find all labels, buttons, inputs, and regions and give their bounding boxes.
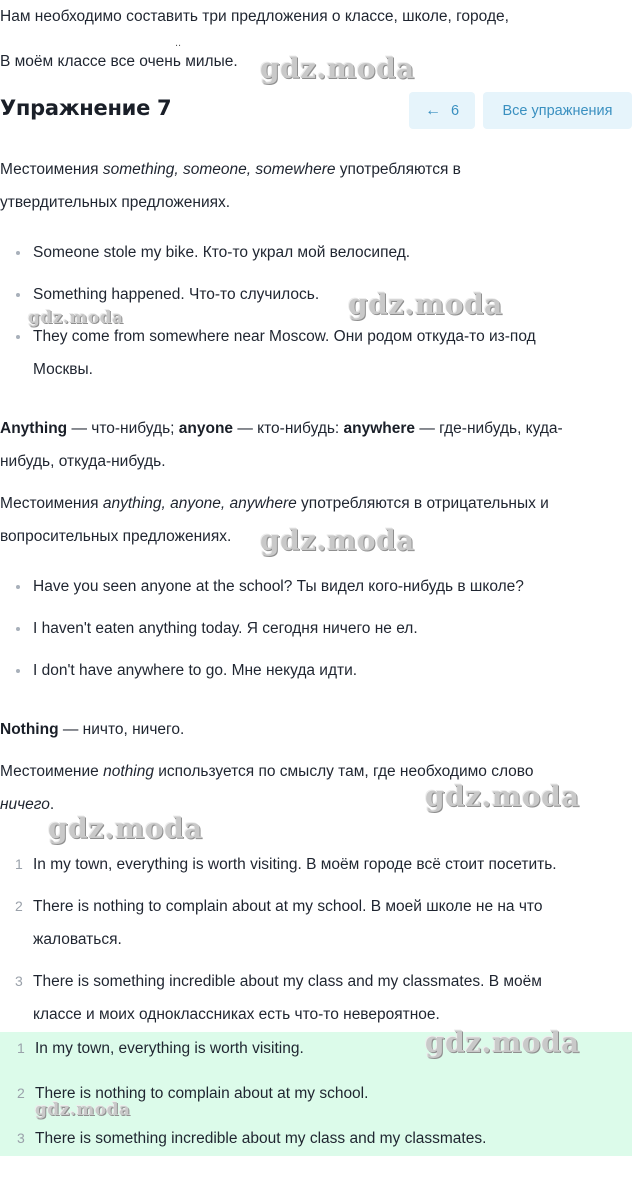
exercise-title: Упражнение 7 (0, 96, 172, 120)
watermark: gdz.moda (425, 1026, 580, 1059)
section1-intro: Местоимения something, someone, somewhere употребляются в (0, 161, 461, 178)
answer-item: In my town, everything is worth visiting. (35, 1040, 304, 1057)
intro-line-2: В моём классе все очень милые. (0, 53, 238, 70)
watermark: gdz.moda (35, 1100, 131, 1120)
list-item: Something happened. Что-то случилось. (33, 278, 624, 311)
section2-definition: Anything — что-нибудь; anyone — кто-нибудь: anywhere — где-нибудь, куда- (0, 420, 563, 437)
section1-intro-2: утвердительных предложениях. (0, 194, 231, 211)
section3-intro: Местоимение nothing используется по смыслу там, где необходимо слово (0, 763, 534, 780)
item-number: 2 (15, 898, 23, 914)
ellipsis: .. (175, 37, 182, 49)
item-number: 3 (15, 973, 23, 989)
watermark: gdz.moda (260, 524, 415, 557)
list-item-cont: Москвы. (33, 361, 93, 378)
section2-definition-2: нибудь, откуда-нибудь. (0, 453, 166, 470)
list-item: I don't have anywhere to go. Мне некуда идти. (33, 654, 624, 687)
answer-item: There is something incredible about my class and my classmates. (35, 1130, 487, 1147)
item-number: 1 (17, 1040, 25, 1056)
list-item: I haven't eaten anything today. Я сегодня ничего не ел. (33, 612, 624, 645)
section3-definition: Nothing — ничто, ничего. (0, 721, 185, 738)
item-number: 1 (15, 856, 23, 872)
list-item: They come from somewhere near Moscow. Они родом откуда-то из-под (33, 320, 624, 353)
arrow-left-icon: ← (424, 101, 441, 119)
numbered-item: In my town, everything is worth visiting. В моём городе всё стоит посетить. (33, 856, 557, 873)
numbered-item-cont: классе и моих одноклассниках есть что-то невероятное. (33, 1006, 440, 1023)
prev-exercise-button[interactable] (409, 92, 475, 129)
watermark: gdz.moda (260, 52, 415, 85)
all-exercises-button[interactable]: Все упражнения (483, 92, 632, 129)
prev-exercise-label: 6 (450, 102, 460, 119)
item-number: 2 (17, 1085, 25, 1101)
numbered-item: There is nothing to complain about at my school. В моей школе не на что (33, 898, 543, 915)
item-number: 3 (17, 1130, 25, 1146)
section2-intro: Местоимения anything, anyone, anywhere употребляются в отрицательных и (0, 495, 549, 512)
watermark: gdz.moda (48, 812, 203, 845)
list-item: Someone stole my bike. Кто-то украл мой велосипед. (33, 236, 624, 269)
watermark: gdz.moda (348, 288, 503, 321)
list-item: Have you seen anyone at the school? Ты видел кого-нибудь в школе? (33, 570, 624, 603)
watermark: gdz.moda (28, 308, 124, 328)
numbered-item: There is something incredible about my class and my classmates. В моём (33, 973, 542, 990)
intro-line: Нам необходимо составить три предложения о классе, школе, городе, (0, 8, 509, 25)
section3-intro-2: ничего. (0, 796, 55, 813)
watermark: gdz.moda (425, 780, 580, 813)
section2-intro-2: вопросительных предложениях. (0, 528, 232, 545)
answer-item: There is nothing to complain about at my school. (35, 1085, 369, 1102)
numbered-item-cont: жаловаться. (33, 931, 122, 948)
